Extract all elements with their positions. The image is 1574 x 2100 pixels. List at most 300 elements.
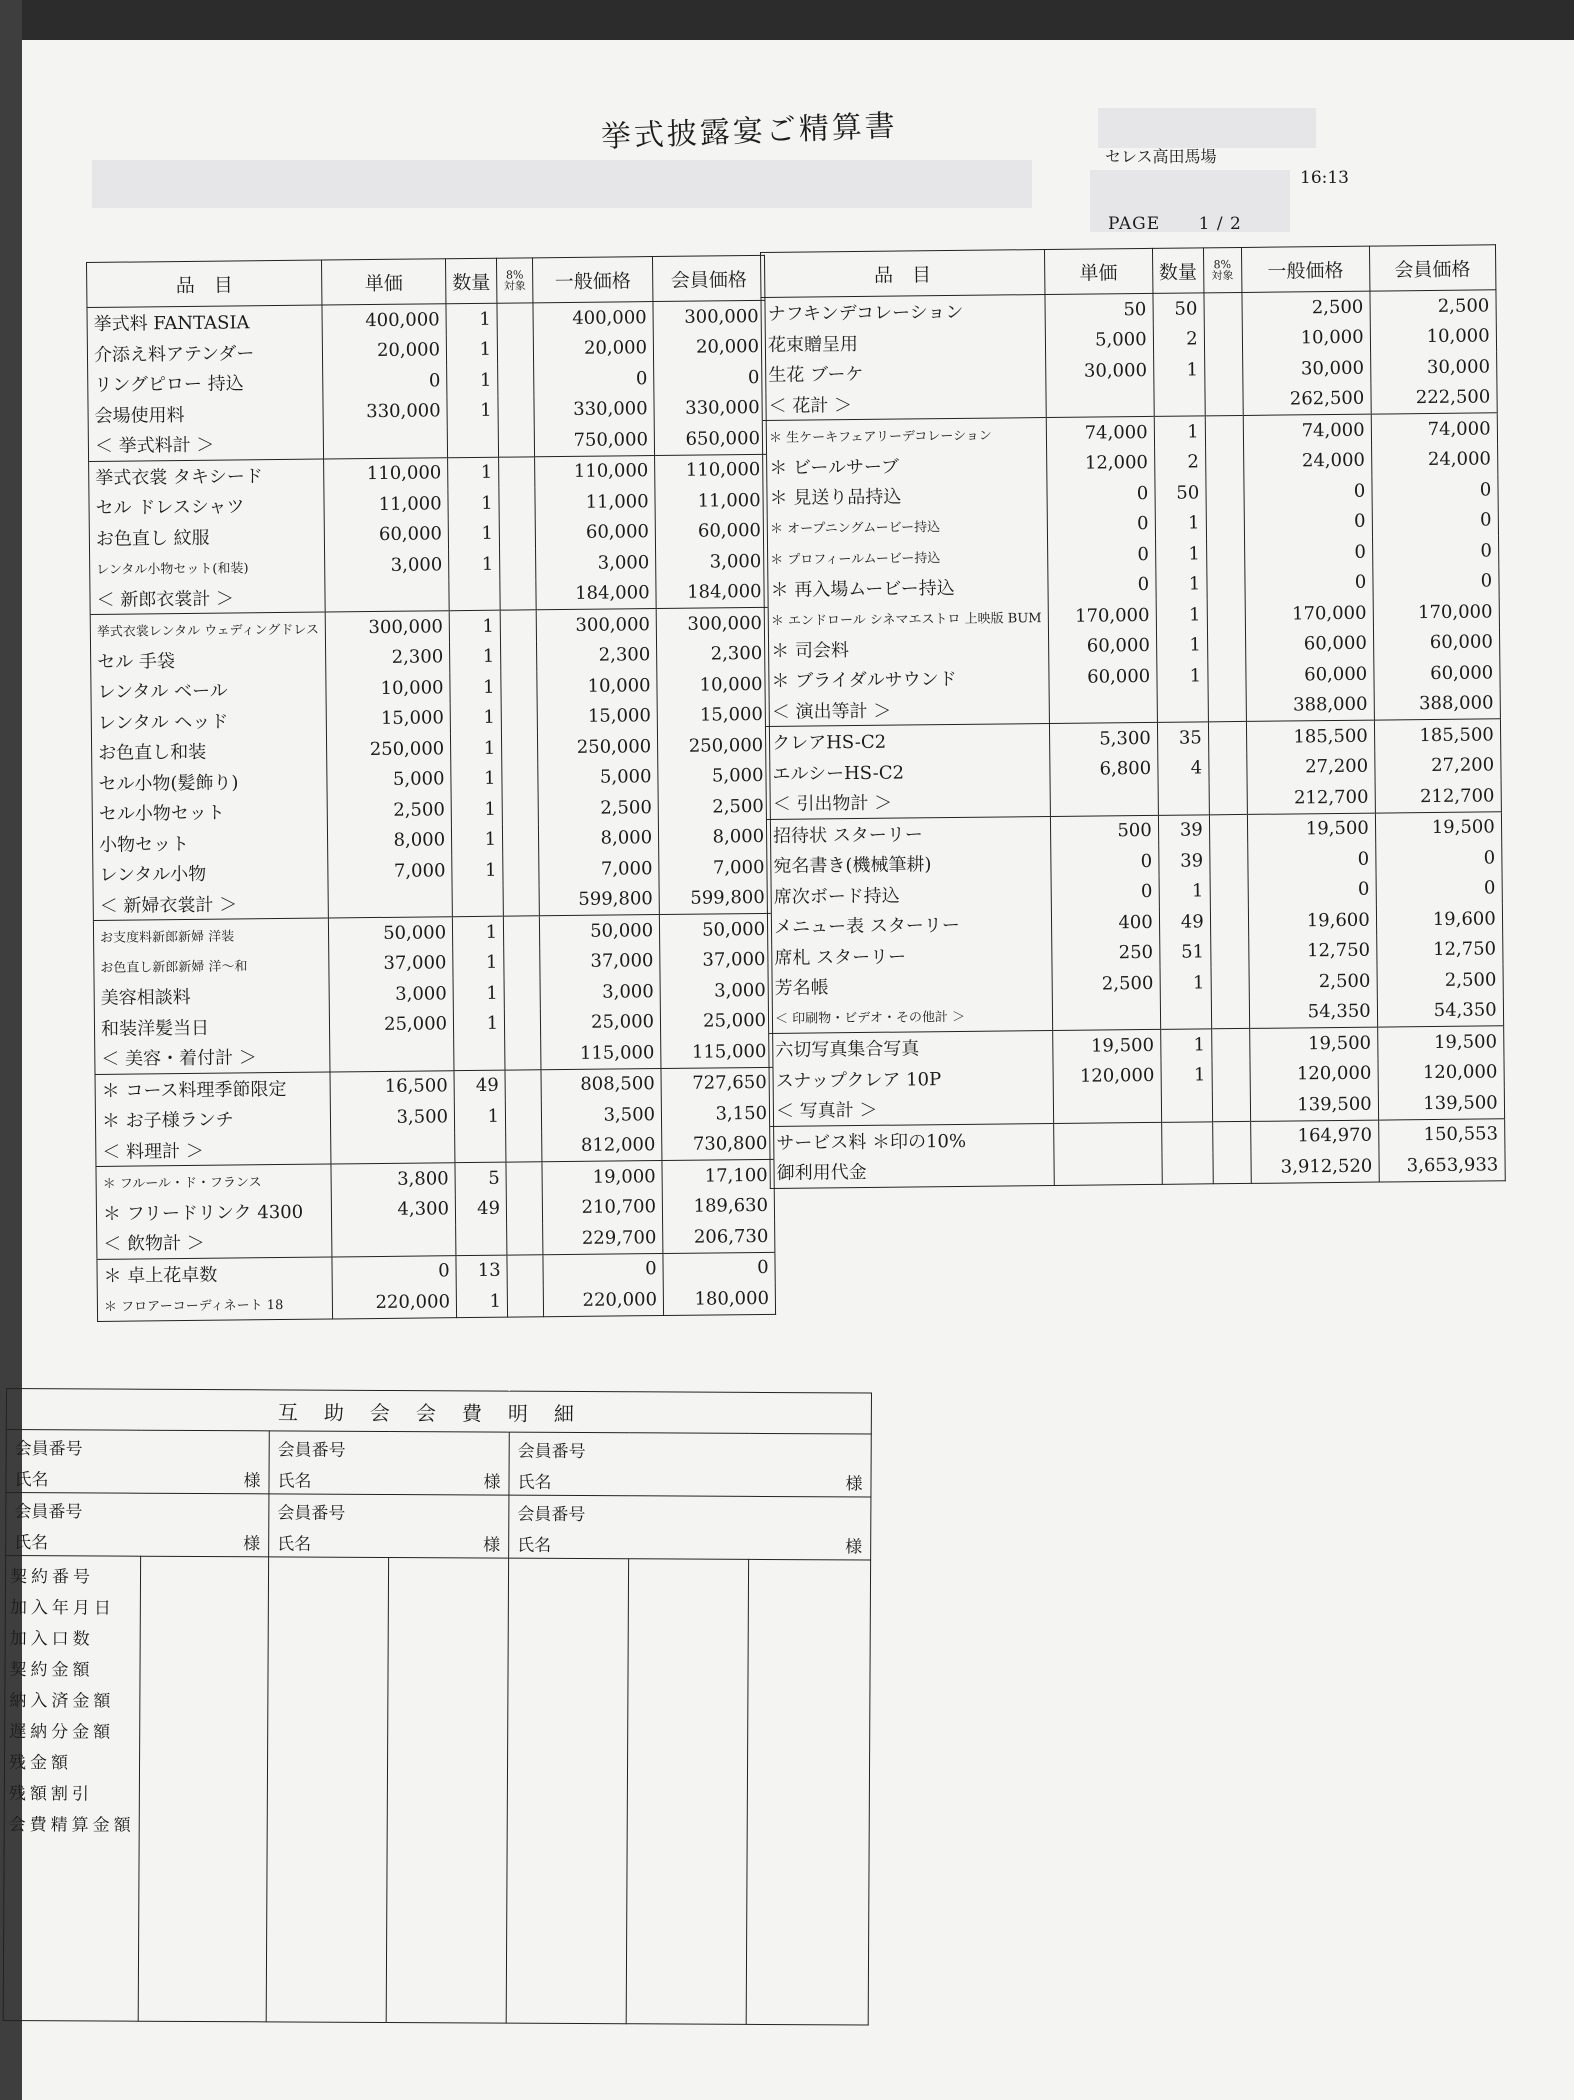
member-price: 3,653,933: [1379, 1149, 1505, 1181]
general-price: 54,350: [1249, 996, 1377, 1028]
tax-flag: [1210, 875, 1248, 906]
unit-price: 10,000: [326, 672, 450, 704]
contract-column: [266, 1557, 388, 2023]
general-price: 12,750: [1248, 935, 1376, 967]
unit-price: 12,000: [1046, 447, 1154, 479]
item-name: ＊ フリードリンク 4300: [96, 1195, 331, 1228]
unit-price: 3,500: [330, 1101, 454, 1133]
label-contract-amount: 契約金額: [9, 1660, 94, 1681]
item-name: スナップクレア 10P: [769, 1061, 1053, 1094]
member-price: 19,500: [1377, 1026, 1503, 1058]
general-price: 750,000: [534, 424, 654, 456]
unit-price: 60,000: [324, 519, 448, 551]
quantity: 1: [449, 549, 500, 580]
member-price: 17,100: [662, 1159, 774, 1191]
tax-flag: [504, 947, 540, 978]
unit-price: 120,000: [1053, 1060, 1161, 1092]
quantity: 1: [447, 395, 498, 426]
general-price: 60,000: [1246, 659, 1374, 691]
quantity: 1: [1160, 967, 1211, 998]
item-name: ＜ 引出物計 ＞: [766, 785, 1050, 819]
general-price: 3,500: [541, 1099, 661, 1131]
tax-flag: [502, 793, 538, 824]
item-name: ＜ 花計 ＞: [762, 387, 1046, 421]
general-price: 8,000: [539, 823, 659, 855]
item-name: 美容相談料: [94, 979, 329, 1012]
unit-price: 3,800: [331, 1163, 455, 1195]
unit-price: 16,500: [330, 1070, 454, 1102]
tax-flag: [1208, 660, 1246, 691]
unit-price: 0: [1047, 539, 1155, 571]
item-name: お色直し新郎新婦 洋～和: [94, 949, 329, 982]
unit-price: 50: [1045, 293, 1153, 325]
unit-price: 250,000: [327, 733, 451, 765]
tax-flag: [497, 334, 533, 365]
quantity: 1: [1160, 1029, 1211, 1061]
item-name: ＊ フルール・ド・フランス: [96, 1164, 331, 1197]
tax-flag: [497, 303, 533, 334]
quantity: 50: [1155, 477, 1206, 508]
tax-flag: [1211, 1028, 1249, 1059]
quantity: 1: [452, 855, 503, 886]
unit-price: [1046, 385, 1154, 417]
unit-price: 330,000: [323, 396, 447, 428]
quantity: 1: [1156, 569, 1207, 600]
member-price: 20,000: [653, 331, 765, 363]
tax-flag: [1205, 384, 1243, 415]
item-name: ＊ 司会料: [765, 632, 1049, 665]
tax-flag: [499, 487, 535, 518]
member-price: 5,000: [658, 760, 770, 792]
unit-price: [325, 580, 449, 612]
tax-flag: [503, 854, 539, 885]
col-qty: 数量: [1152, 248, 1203, 294]
general-price: 0: [1244, 506, 1372, 538]
quantity: [1161, 1121, 1212, 1153]
quantity: 49: [454, 1070, 505, 1102]
item-name: クレアHS-C2: [765, 723, 1049, 757]
general-price: 164,970: [1250, 1120, 1378, 1152]
item-name: メニュー表 スターリー: [767, 908, 1051, 941]
member-price: 37,000: [660, 944, 772, 976]
member-cell: 会員番号 氏名 様: [269, 1431, 509, 1495]
quantity: 49: [455, 1193, 506, 1224]
general-price: 2,500: [1249, 966, 1377, 998]
unit-price: 15,000: [326, 703, 450, 735]
label-settlement: 会費精算金額: [8, 1815, 135, 1836]
unit-price: 250: [1051, 937, 1159, 969]
general-price: 300,000: [536, 609, 656, 641]
contract-detail-row: [3, 1556, 870, 2026]
member-price: 74,000: [1371, 413, 1497, 445]
quantity: 5: [455, 1162, 506, 1194]
general-price: 20,000: [533, 333, 653, 365]
tax-flag: [1207, 629, 1245, 660]
general-price: 10,000: [1242, 322, 1370, 354]
quantity: [456, 1224, 507, 1256]
unit-price: 5,000: [1045, 324, 1153, 356]
tax-flag: [500, 610, 536, 641]
member-row: [6, 1493, 871, 1561]
quantity: 1: [448, 488, 499, 519]
venue-name: セレス高田馬場: [1105, 147, 1217, 166]
unit-price: 0: [1051, 876, 1159, 908]
general-price: 388,000: [1246, 689, 1374, 721]
tax-flag: [1205, 446, 1243, 477]
col-tax: 8% 対象: [1203, 247, 1241, 292]
item-name: ＊ フロアーコーディネート 18: [97, 1287, 332, 1320]
tax-flag: [1212, 1090, 1250, 1121]
contract-labels: [3, 1556, 140, 2022]
col-unit-price: 単価: [1044, 248, 1152, 294]
quantity: 1: [450, 672, 501, 703]
item-name: ＊ ビールサーブ: [763, 449, 1047, 482]
item-name: ＜ 新婦衣裳計 ＞: [93, 887, 328, 920]
unit-price: [1049, 691, 1157, 723]
general-price: 0: [543, 1253, 663, 1285]
item-name: ＊ コース料理季節限定: [95, 1071, 330, 1104]
quantity: 4: [1157, 753, 1208, 784]
item-name: お色直し 紋服: [89, 520, 324, 553]
item-name: 会場使用料: [88, 397, 323, 430]
label-units: 加入口数: [9, 1629, 94, 1650]
member-price: 189,630: [662, 1190, 774, 1222]
general-price: 184,000: [536, 578, 656, 610]
general-price: 74,000: [1243, 414, 1371, 446]
unit-price: 20,000: [322, 335, 446, 367]
general-price: 115,000: [541, 1037, 661, 1069]
unit-price: [1053, 1122, 1161, 1154]
redacted-area: [1098, 108, 1316, 148]
quantity: 1: [1161, 1060, 1212, 1091]
item-name: ＜ 挙式料計 ＞: [88, 428, 323, 461]
general-price: 5,000: [538, 762, 658, 794]
tax-flag: [498, 364, 534, 395]
item-name: ＊ 卓上花卓数: [97, 1256, 332, 1289]
unit-price: 2,300: [326, 642, 450, 674]
tax-flag: [505, 1100, 541, 1131]
member-price: 25,000: [660, 1005, 772, 1037]
general-price: 0: [1248, 874, 1376, 906]
quantity: 1: [446, 334, 497, 365]
member-price: 206,730: [663, 1221, 775, 1253]
header-row: [761, 245, 1496, 298]
item-name: エルシーHS-C2: [766, 754, 1050, 787]
member-cell: 会員番号 氏名 様: [509, 1495, 871, 1560]
member-price: 300,000: [656, 607, 768, 639]
unit-price: 0: [1048, 569, 1156, 601]
item-name: ＜ 美容・着付計 ＞: [95, 1040, 330, 1073]
general-price: 60,000: [1245, 628, 1373, 660]
redacted-area: [92, 160, 1032, 208]
quantity: 1: [448, 457, 499, 489]
col-member-price: 会員価格: [653, 255, 765, 301]
member-price: 120,000: [1378, 1057, 1504, 1089]
item-name: 席次ボード持込: [767, 877, 1051, 910]
item-name: 生花 ブーケ: [762, 356, 1046, 389]
quantity: 1: [1157, 660, 1208, 691]
right-bill-table: [760, 244, 1505, 1188]
unit-price: 5,000: [327, 764, 451, 796]
item-name: セル小物セット: [92, 796, 327, 829]
unit-price: 60,000: [1048, 630, 1156, 662]
member-price: 727,650: [661, 1067, 773, 1099]
quantity: 39: [1158, 845, 1209, 876]
general-price: 0: [1244, 537, 1372, 569]
unit-price: 3,000: [329, 978, 453, 1010]
quantity: [449, 579, 500, 611]
member-cell: 会員番号 氏名 様: [269, 1494, 509, 1558]
print-time: 16:13: [1300, 168, 1349, 188]
tax-flag: [1206, 538, 1244, 569]
tax-flag: [498, 395, 534, 426]
member-price: 50,000: [659, 913, 771, 945]
member-price: 2,500: [1377, 964, 1503, 996]
item-name: リングピロー 持込: [88, 367, 323, 400]
member-price: 184,000: [656, 576, 768, 608]
member-price: 730,800: [662, 1128, 774, 1160]
col-tax: 8% 対象: [497, 258, 533, 303]
quantity: 1: [451, 794, 502, 825]
general-price: 0: [1244, 476, 1372, 508]
unit-price: 0: [1047, 478, 1155, 510]
item-name: 介添え料アテンダー: [87, 336, 322, 369]
general-price: 37,000: [540, 946, 660, 978]
general-price: 19,500: [1249, 1027, 1377, 1059]
tax-flag: [503, 885, 539, 916]
quantity: 1: [452, 916, 503, 948]
document-title: 挙式披露宴ご精算書: [600, 108, 899, 155]
item-name: セル 手袋: [91, 643, 326, 676]
unit-price: 19,500: [1052, 1029, 1160, 1061]
tax-flag: [505, 1038, 541, 1069]
unit-price: 220,000: [332, 1286, 456, 1318]
unit-price: [1050, 784, 1158, 816]
member-price: 10,000: [657, 669, 769, 701]
general-price: 27,200: [1246, 751, 1374, 783]
general-price: 185,500: [1246, 720, 1374, 752]
unit-price: 2,500: [1052, 968, 1160, 1000]
contract-column: [506, 1558, 628, 2024]
member-price: 0: [663, 1252, 775, 1284]
contract-column: [746, 1559, 870, 2025]
member-price: 12,750: [1376, 934, 1502, 966]
item-name: 六切写真集合写真: [769, 1030, 1053, 1064]
item-name: お支度料新郎新婦 洋装: [93, 918, 328, 951]
member-price: 15,000: [657, 699, 769, 731]
member-cell: 会員番号 氏名 様: [6, 1430, 269, 1494]
tax-flag: [500, 548, 536, 579]
item-name: レンタル ヘッド: [91, 704, 326, 737]
unit-price: 0: [332, 1255, 456, 1287]
item-name: 小物セット: [92, 826, 327, 859]
member-price: 222,500: [1371, 382, 1497, 414]
general-price: 262,500: [1243, 383, 1371, 415]
tax-flag: [1207, 568, 1245, 599]
tax-flag: [507, 1254, 543, 1285]
member-price: 185,500: [1374, 719, 1500, 751]
item-name: 招待状 スターリー: [766, 816, 1050, 850]
general-price: 120,000: [1250, 1058, 1378, 1090]
general-price: 15,000: [537, 701, 657, 733]
general-price: 812,000: [542, 1130, 662, 1162]
quantity: 1: [450, 702, 501, 733]
quantity: 51: [1159, 937, 1210, 968]
quantity: 50: [1153, 293, 1204, 325]
quantity: 1: [1156, 630, 1207, 661]
general-price: 50,000: [539, 915, 659, 947]
general-price: 400,000: [533, 302, 653, 334]
member-price: 0: [1372, 535, 1498, 567]
member-price: 2,500: [658, 791, 770, 823]
item-name: ＜ 演出等計 ＞: [765, 692, 1049, 726]
general-price: 19,000: [542, 1161, 662, 1193]
quantity: 1: [451, 733, 502, 764]
tax-flag: [1206, 477, 1244, 508]
quantity: [455, 1131, 506, 1163]
quantity: [1157, 691, 1208, 723]
unit-price: [332, 1224, 456, 1256]
general-price: 3,912,520: [1251, 1151, 1379, 1183]
tax-flag: [1208, 752, 1246, 783]
unit-price: 500: [1050, 815, 1158, 847]
unit-price: [1053, 1091, 1161, 1123]
general-price: 599,800: [539, 884, 659, 916]
quantity: 1: [447, 365, 498, 396]
col-general-price: 一般価格: [533, 257, 653, 303]
tax-flag: [1212, 1121, 1250, 1152]
member-price: 250,000: [658, 730, 770, 762]
member-price: 10,000: [1370, 321, 1496, 353]
item-name: ＊ 生ケーキフェアリーデコレーション: [762, 418, 1046, 452]
tax-flag: [1207, 599, 1245, 630]
col-member-price: 会員価格: [1369, 245, 1495, 291]
quantity: 1: [1155, 538, 1206, 569]
item-name: 挙式料 FANTASIA: [87, 305, 322, 338]
item-name: ＜ 新郎衣裳計 ＞: [90, 581, 325, 614]
quantity: 1: [1156, 599, 1207, 630]
item-name: セル小物(髪飾り): [92, 765, 327, 798]
unit-price: 74,000: [1046, 416, 1154, 448]
unit-price: [323, 426, 447, 458]
item-name: ＊ プロフィールムービー持込: [764, 540, 1048, 573]
unit-price: 3,000: [325, 549, 449, 581]
general-price: 210,700: [542, 1192, 662, 1224]
member-row: [6, 1430, 871, 1498]
unit-price: 170,000: [1048, 600, 1156, 632]
unit-price: 4,300: [331, 1194, 455, 1226]
general-price: 24,000: [1243, 445, 1371, 477]
quantity: [1162, 1152, 1213, 1184]
member-price: 115,000: [661, 1036, 773, 1068]
tax-flag: [1209, 814, 1247, 845]
general-price: 808,500: [541, 1068, 661, 1100]
unit-price: [1054, 1153, 1162, 1185]
tax-flag: [1212, 1059, 1250, 1090]
gojokai-title-row: [6, 1389, 871, 1435]
unit-price: 50,000: [328, 917, 452, 949]
label-balance: 残金額: [8, 1753, 73, 1774]
general-price: 229,700: [543, 1222, 663, 1254]
item-name: 挙式衣裳レンタル ウェディングドレス: [90, 612, 325, 645]
item-name: ＜ 飲物計 ＞: [97, 1225, 332, 1258]
item-name: お色直し和装: [91, 735, 326, 768]
general-price: 0: [534, 363, 654, 395]
contract-column: [386, 1558, 508, 2024]
quantity: 1: [451, 763, 502, 794]
member-price: 3,150: [661, 1098, 773, 1130]
item-name: 御利用代金: [770, 1154, 1054, 1188]
member-price: 212,700: [1375, 780, 1501, 812]
tax-flag: [1210, 936, 1248, 967]
item-name: 挙式衣裳 タキシード: [89, 459, 324, 492]
unit-price: 400,000: [322, 304, 446, 336]
quantity: 1: [453, 978, 504, 1009]
quantity: 39: [1158, 814, 1209, 846]
unit-price: 0: [1047, 508, 1155, 540]
unit-price: 300,000: [325, 611, 449, 643]
general-price: 212,700: [1247, 782, 1375, 814]
member-price: 2,300: [657, 638, 769, 670]
tax-flag: [1209, 845, 1247, 876]
member-price: 599,800: [659, 882, 771, 914]
member-cell: 会員番号 氏名 様: [6, 1493, 269, 1557]
table-row: [97, 1283, 775, 1321]
tax-flag: [507, 1223, 543, 1254]
unit-price: 5,300: [1049, 722, 1157, 754]
item-name: 席札 スターリー: [768, 938, 1052, 971]
page-label: PAGE: [1108, 214, 1161, 234]
member-price: 110,000: [655, 454, 767, 486]
quantity: 2: [1153, 324, 1204, 355]
tax-flag: [1208, 690, 1246, 721]
member-price: 60,000: [1373, 627, 1499, 659]
member-price: 150,553: [1378, 1118, 1504, 1150]
col-general-price: 一般価格: [1241, 246, 1369, 292]
unit-price: 60,000: [1049, 661, 1157, 693]
tax-flag: [1204, 323, 1242, 354]
label-join-date: 加入年月日: [9, 1598, 115, 1619]
label-paid-amount: 納入済金額: [9, 1691, 115, 1712]
unit-price: [1052, 998, 1160, 1030]
tax-flag: [501, 641, 537, 672]
unit-price: 110,000: [324, 457, 448, 489]
general-price: 330,000: [534, 394, 654, 426]
tax-flag: [1209, 783, 1247, 814]
member-price: 19,500: [1375, 811, 1501, 843]
tax-flag: [502, 732, 538, 763]
member-price: 27,200: [1374, 750, 1500, 782]
tax-flag: [503, 824, 539, 855]
member-price: 2,500: [1370, 290, 1496, 322]
tax-flag: [1206, 507, 1244, 538]
tax-flag: [507, 1285, 543, 1316]
general-price: 3,000: [540, 976, 660, 1008]
general-price: 250,000: [538, 731, 658, 763]
col-item: 品 目: [87, 260, 323, 307]
unit-price: 0: [323, 365, 447, 397]
quantity: 1: [451, 824, 502, 855]
item-name: ＊ 見送り品持込: [763, 479, 1047, 512]
general-price: 110,000: [535, 455, 655, 487]
member-price: 60,000: [1374, 657, 1500, 689]
quantity: [452, 885, 503, 917]
quantity: 1: [453, 1008, 504, 1039]
member-price: 30,000: [1370, 351, 1496, 383]
item-name: 芳名帳: [768, 969, 1052, 1002]
quantity: [1161, 1090, 1212, 1122]
tax-flag: [501, 671, 537, 702]
